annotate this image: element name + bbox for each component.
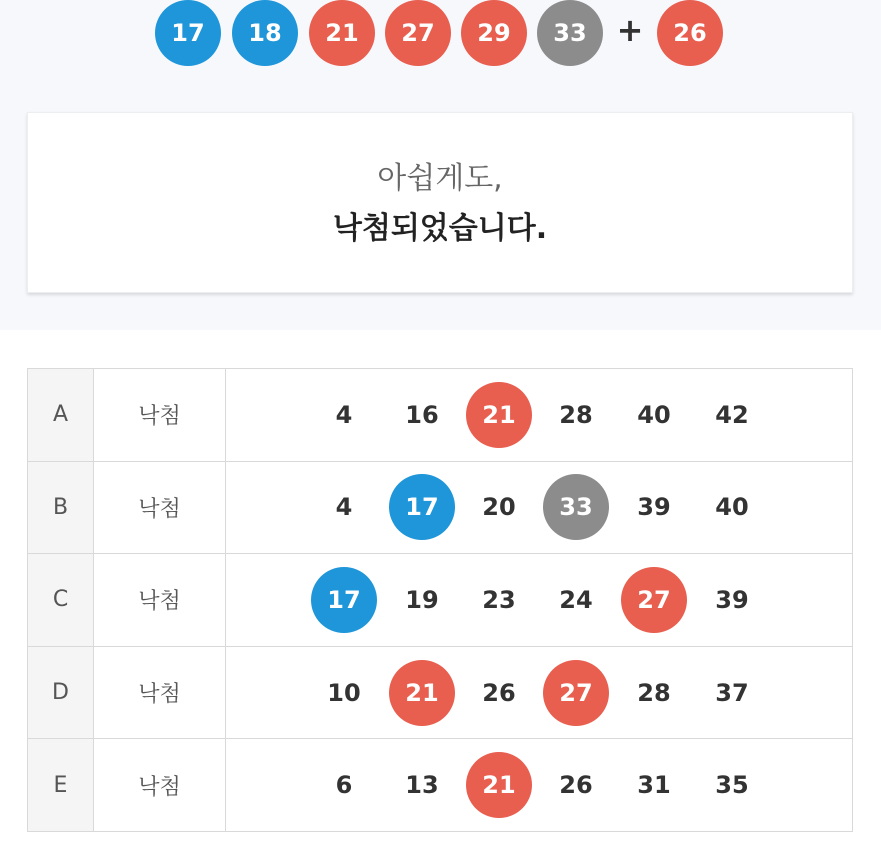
game-number: 39 <box>637 493 671 522</box>
matched-number-ball: 27 <box>543 660 609 726</box>
winning-number-ball: 18 <box>232 0 298 66</box>
game-result: 낙첨 <box>94 554 226 647</box>
game-number: 6 <box>335 771 353 800</box>
game-number: 24 <box>559 585 593 614</box>
game-number: 42 <box>715 400 749 429</box>
game-result: 낙첨 <box>94 461 226 554</box>
my-games-table <box>27 368 853 832</box>
winning-section <box>0 0 881 330</box>
game-number: 23 <box>482 585 516 614</box>
game-number: 26 <box>482 678 516 707</box>
game-number: 40 <box>637 400 671 429</box>
game-numbers <box>226 554 853 647</box>
game-number: 4 <box>335 493 353 522</box>
game-label: C <box>28 554 94 647</box>
game-label: A <box>28 369 94 462</box>
game-result: 낙첨 <box>94 369 226 462</box>
game-row-a <box>28 369 853 462</box>
game-number: 39 <box>715 585 749 614</box>
matched-number-ball: 21 <box>466 752 532 818</box>
matched-number-ball: 33 <box>543 474 609 540</box>
game-number: 28 <box>637 678 671 707</box>
matched-number-ball: 27 <box>621 567 687 633</box>
game-result: 낙첨 <box>94 739 226 832</box>
game-label: E <box>28 739 94 832</box>
result-message-line1: 아쉽게도, <box>377 161 503 196</box>
result-card <box>27 112 853 293</box>
winning-number-ball: 33 <box>537 0 603 66</box>
game-number: 35 <box>715 771 749 800</box>
game-number: 10 <box>327 678 361 707</box>
game-numbers <box>226 739 853 832</box>
game-row-e <box>28 739 853 832</box>
winning-number-ball: 29 <box>461 0 527 66</box>
game-row-c <box>28 554 853 647</box>
game-number: 28 <box>559 400 593 429</box>
game-result: 낙첨 <box>94 646 226 739</box>
game-number: 31 <box>637 771 671 800</box>
game-number: 26 <box>559 771 593 800</box>
game-number: 19 <box>405 585 439 614</box>
game-number: 13 <box>405 771 439 800</box>
matched-number-ball: 17 <box>389 474 455 540</box>
game-label: D <box>28 646 94 739</box>
game-numbers <box>226 461 853 554</box>
game-number: 37 <box>715 678 749 707</box>
matched-number-ball: 21 <box>389 660 455 726</box>
game-numbers <box>226 369 853 462</box>
game-row-b <box>28 461 853 554</box>
bonus-plus-sign: + <box>616 11 644 49</box>
winning-number-ball: 27 <box>385 0 451 66</box>
matched-number-ball: 21 <box>466 382 532 448</box>
game-label: B <box>28 461 94 554</box>
game-row-d <box>28 646 853 739</box>
game-number: 40 <box>715 493 749 522</box>
game-numbers <box>226 646 853 739</box>
game-number: 20 <box>482 493 516 522</box>
result-message-line2: 낙첨되었습니다. <box>332 211 548 246</box>
game-number: 16 <box>405 400 439 429</box>
matched-number-ball: 17 <box>311 567 377 633</box>
winning-number-ball: 21 <box>309 0 375 66</box>
winning-number-ball: 17 <box>155 0 221 66</box>
game-number: 4 <box>335 400 353 429</box>
bonus-number-ball: 26 <box>657 0 723 66</box>
